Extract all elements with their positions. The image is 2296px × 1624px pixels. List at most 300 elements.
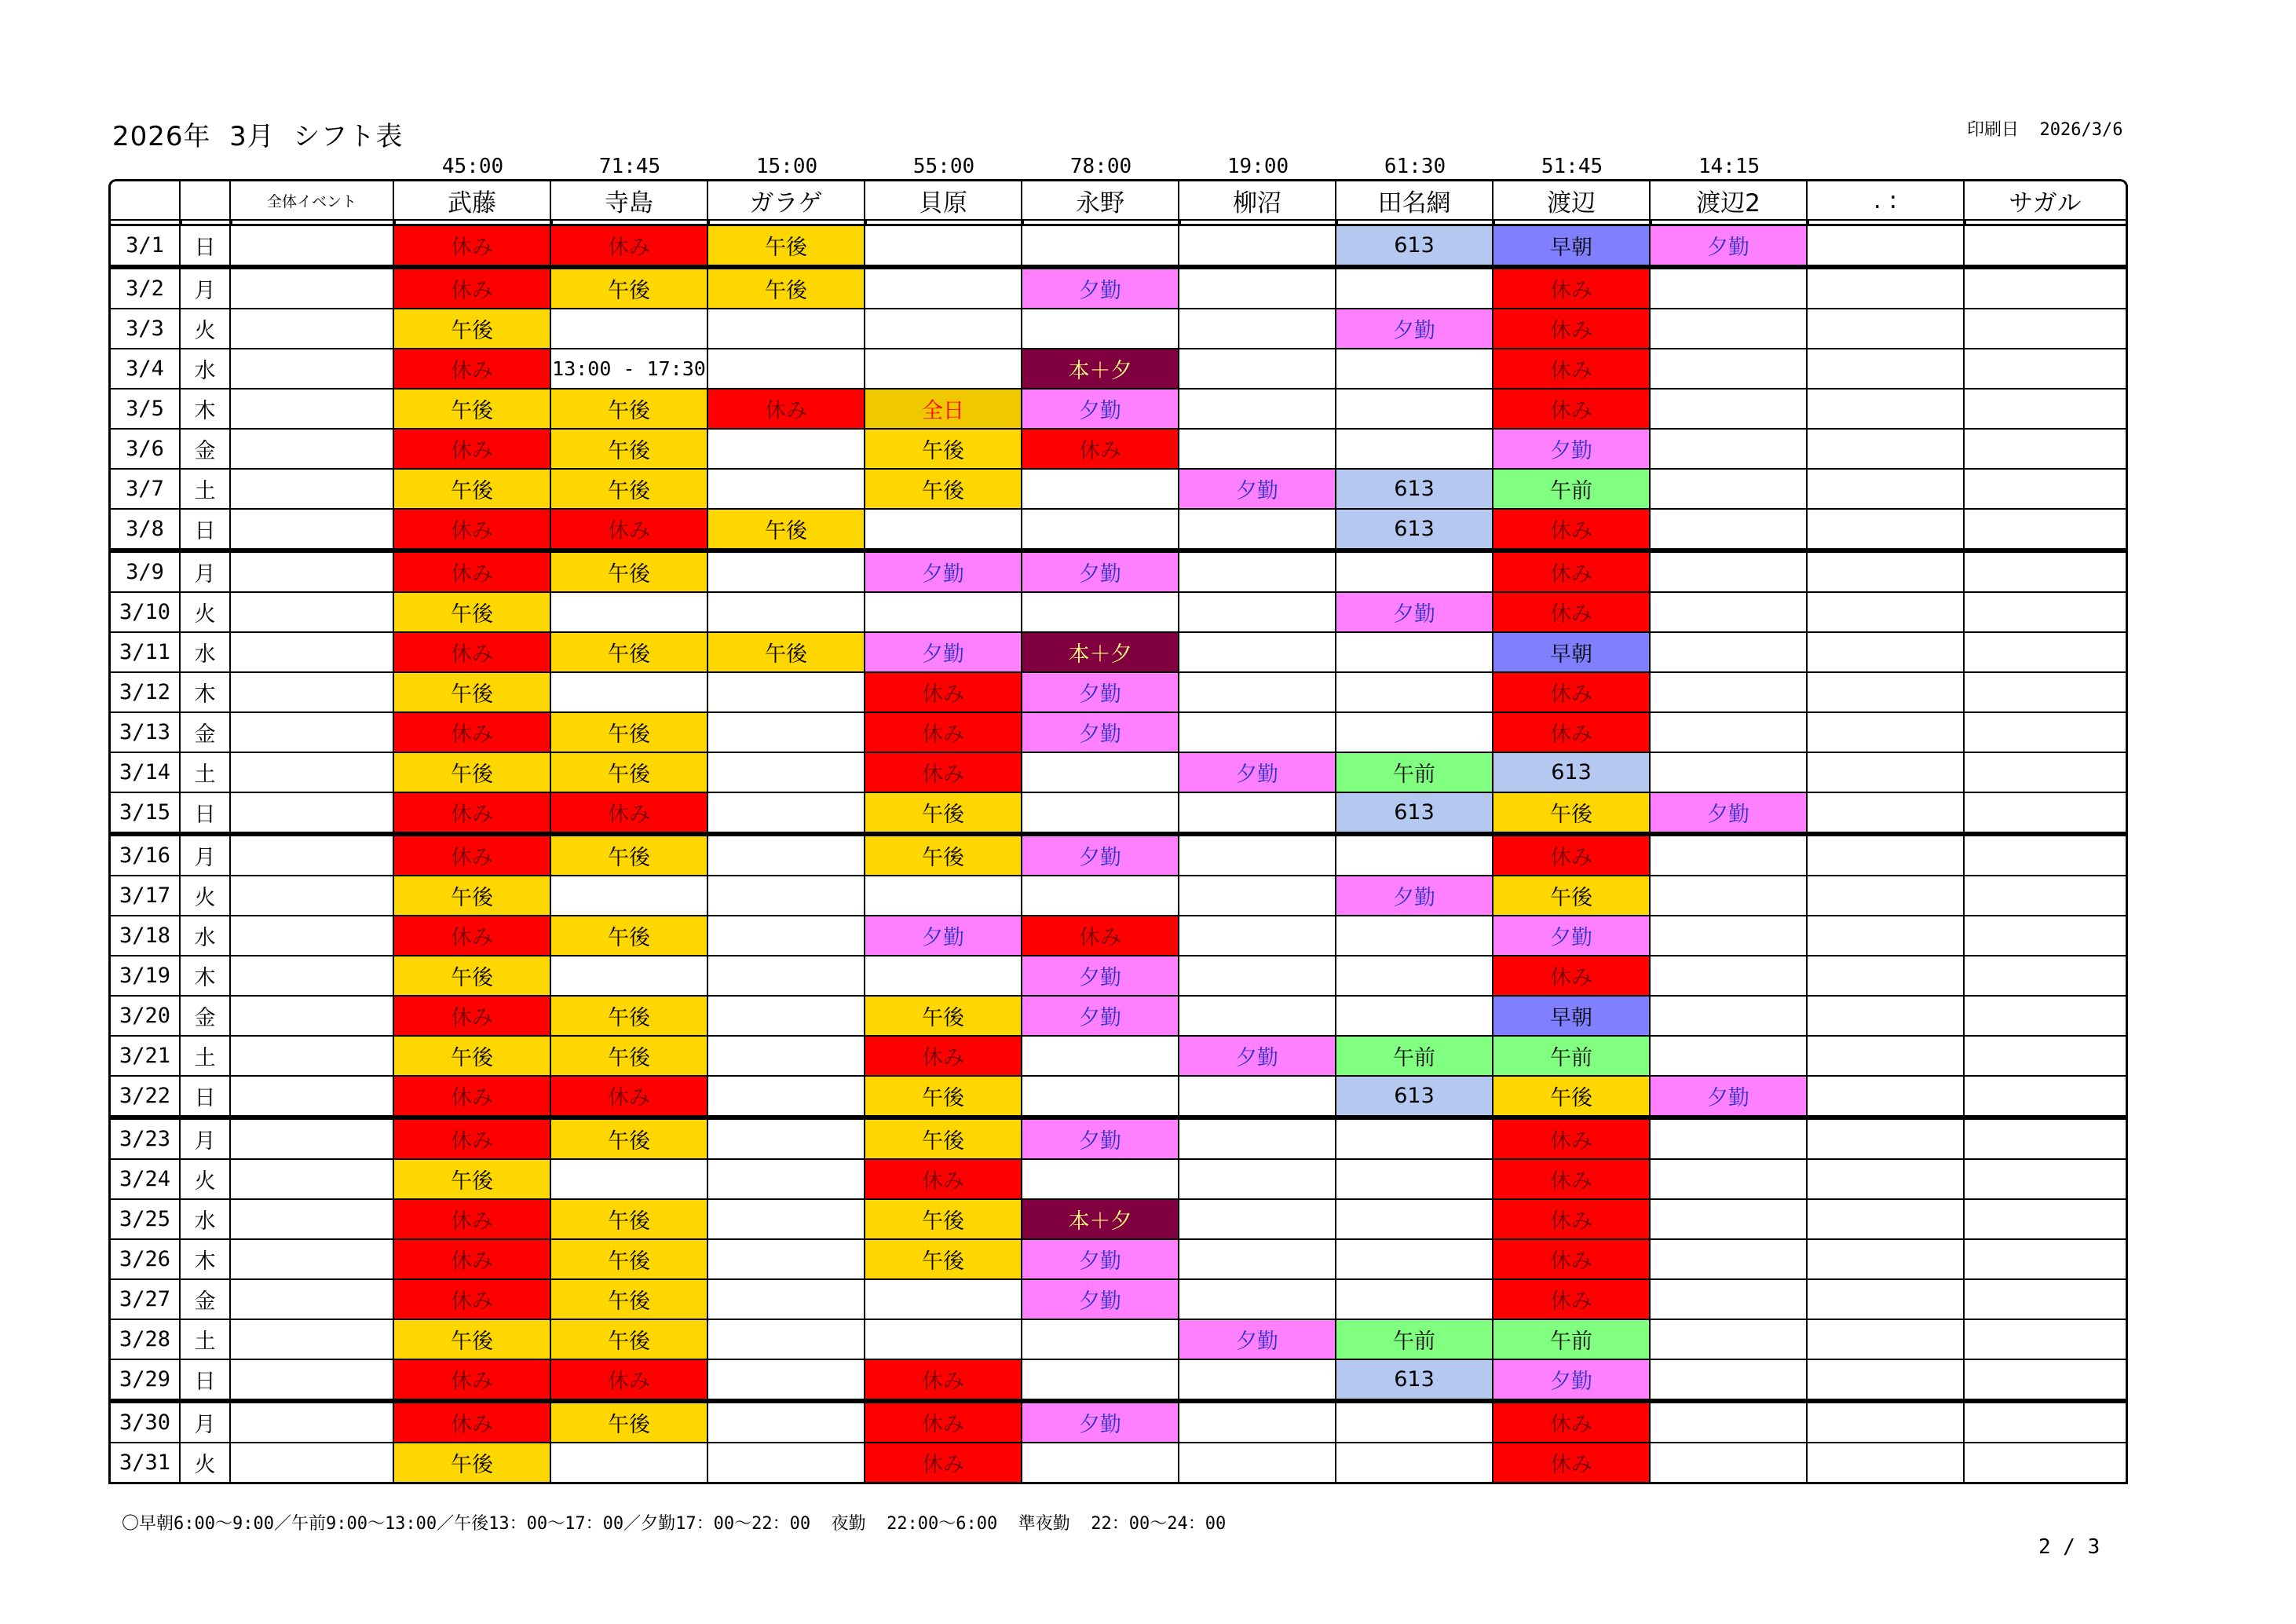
shift-cell[interactable]: 休み xyxy=(1493,1443,1651,1484)
shift-cell[interactable] xyxy=(708,673,865,713)
shift-cell[interactable]: 休み xyxy=(708,390,865,430)
shift-cell[interactable] xyxy=(1179,1280,1336,1320)
shift-cell[interactable]: 休み xyxy=(394,633,551,673)
shift-cell[interactable] xyxy=(1651,916,1808,956)
shift-cell[interactable] xyxy=(1022,593,1179,633)
shift-cell[interactable] xyxy=(708,470,865,510)
shift-cell[interactable]: 午前 xyxy=(1336,753,1493,793)
shift-cell[interactable] xyxy=(1808,269,1965,309)
shift-cell[interactable] xyxy=(1336,673,1493,713)
shift-cell[interactable] xyxy=(1179,1240,1336,1280)
shift-cell[interactable] xyxy=(1179,1120,1336,1160)
shift-cell[interactable]: 夕勤 xyxy=(865,633,1022,673)
shift-cell[interactable]: 休み xyxy=(1493,349,1651,390)
shift-cell[interactable] xyxy=(1336,1160,1493,1200)
shift-cell[interactable] xyxy=(1179,349,1336,390)
shift-cell[interactable] xyxy=(1965,553,2128,593)
shift-cell[interactable] xyxy=(1336,836,1493,876)
shift-cell[interactable]: 午前 xyxy=(1493,470,1651,510)
shift-cell[interactable] xyxy=(1651,753,1808,793)
shift-cell[interactable] xyxy=(1651,593,1808,633)
shift-cell[interactable] xyxy=(1965,1320,2128,1360)
shift-cell[interactable] xyxy=(1651,836,1808,876)
shift-cell[interactable]: 夕勤 xyxy=(1179,1037,1336,1077)
shift-cell[interactable]: 休み xyxy=(394,916,551,956)
shift-cell[interactable]: 午前 xyxy=(1336,1037,1493,1077)
shift-cell[interactable] xyxy=(1965,876,2128,916)
shift-cell[interactable] xyxy=(1336,1280,1493,1320)
shift-cell[interactable]: 休み xyxy=(1493,956,1651,997)
shift-cell[interactable]: 午後 xyxy=(394,876,551,916)
shift-cell[interactable] xyxy=(1651,309,1808,349)
shift-cell[interactable] xyxy=(1179,224,1336,269)
shift-cell[interactable] xyxy=(1965,1280,2128,1320)
shift-cell[interactable]: 休み xyxy=(1493,1280,1651,1320)
shift-cell[interactable]: 休み xyxy=(865,1403,1022,1443)
shift-cell[interactable]: 休み xyxy=(1493,510,1651,553)
shift-cell[interactable]: 全日 xyxy=(865,390,1022,430)
shift-cell[interactable] xyxy=(1965,470,2128,510)
shift-cell[interactable]: 午後 xyxy=(551,553,708,593)
shift-cell[interactable] xyxy=(1808,793,1965,836)
shift-cell[interactable] xyxy=(708,997,865,1037)
event-cell[interactable] xyxy=(231,349,394,390)
shift-cell[interactable] xyxy=(1808,430,1965,470)
shift-cell[interactable] xyxy=(865,1280,1022,1320)
shift-cell[interactable] xyxy=(1651,349,1808,390)
shift-cell[interactable]: 午後 xyxy=(394,1160,551,1200)
shift-cell[interactable] xyxy=(1965,1077,2128,1120)
shift-cell[interactable] xyxy=(708,553,865,593)
shift-cell[interactable] xyxy=(708,1240,865,1280)
shift-cell[interactable]: 休み xyxy=(394,1200,551,1240)
shift-cell[interactable] xyxy=(1808,916,1965,956)
shift-cell[interactable]: 休み xyxy=(394,1403,551,1443)
shift-cell[interactable] xyxy=(708,753,865,793)
event-cell[interactable] xyxy=(231,633,394,673)
shift-cell[interactable]: 夕勤 xyxy=(1336,876,1493,916)
shift-cell[interactable] xyxy=(1651,1200,1808,1240)
shift-cell[interactable] xyxy=(708,1200,865,1240)
shift-cell[interactable]: 夕勤 xyxy=(865,553,1022,593)
shift-cell[interactable] xyxy=(1651,997,1808,1037)
shift-cell[interactable]: 夕勤 xyxy=(1179,1320,1336,1360)
shift-cell[interactable]: 休み xyxy=(394,349,551,390)
shift-cell[interactable]: 613 xyxy=(1336,793,1493,836)
shift-cell[interactable] xyxy=(1651,1240,1808,1280)
shift-cell[interactable]: 613 xyxy=(1336,224,1493,269)
shift-cell[interactable] xyxy=(1651,510,1808,553)
shift-cell[interactable] xyxy=(1965,1120,2128,1160)
shift-cell[interactable] xyxy=(1808,224,1965,269)
shift-cell[interactable] xyxy=(708,876,865,916)
shift-cell[interactable] xyxy=(551,1443,708,1484)
shift-cell[interactable] xyxy=(551,876,708,916)
shift-cell[interactable] xyxy=(1179,553,1336,593)
shift-cell[interactable] xyxy=(1965,633,2128,673)
shift-cell[interactable]: 夕勤 xyxy=(1022,836,1179,876)
shift-cell[interactable] xyxy=(1808,1360,1965,1403)
shift-cell[interactable] xyxy=(551,593,708,633)
shift-cell[interactable] xyxy=(1179,956,1336,997)
shift-cell[interactable] xyxy=(1336,430,1493,470)
shift-cell[interactable]: 13:00 - 17:30 xyxy=(551,349,708,390)
shift-cell[interactable]: 613 xyxy=(1336,510,1493,553)
shift-cell[interactable]: 夕勤 xyxy=(1022,390,1179,430)
event-cell[interactable] xyxy=(231,1200,394,1240)
shift-cell[interactable] xyxy=(1336,390,1493,430)
shift-cell[interactable]: 午後 xyxy=(865,793,1022,836)
event-cell[interactable] xyxy=(231,510,394,553)
shift-cell[interactable]: 本＋夕 xyxy=(1022,1200,1179,1240)
shift-cell[interactable] xyxy=(1336,1120,1493,1160)
event-cell[interactable] xyxy=(231,1443,394,1484)
event-cell[interactable] xyxy=(231,916,394,956)
shift-cell[interactable] xyxy=(1179,269,1336,309)
shift-cell[interactable]: 休み xyxy=(865,753,1022,793)
shift-cell[interactable] xyxy=(1808,1240,1965,1280)
event-cell[interactable] xyxy=(231,224,394,269)
shift-cell[interactable]: 午後 xyxy=(394,1443,551,1484)
shift-cell[interactable] xyxy=(1808,390,1965,430)
shift-cell[interactable]: 休み xyxy=(394,553,551,593)
event-cell[interactable] xyxy=(231,430,394,470)
shift-cell[interactable] xyxy=(1651,1160,1808,1200)
shift-cell[interactable]: 休み xyxy=(394,1240,551,1280)
shift-cell[interactable]: 休み xyxy=(1493,1120,1651,1160)
shift-cell[interactable]: 休み xyxy=(1493,1403,1651,1443)
shift-cell[interactable]: 午後 xyxy=(551,470,708,510)
shift-cell[interactable]: 休み xyxy=(394,997,551,1037)
shift-cell[interactable] xyxy=(1336,269,1493,309)
event-cell[interactable] xyxy=(231,793,394,836)
shift-cell[interactable] xyxy=(1179,1360,1336,1403)
shift-cell[interactable] xyxy=(708,309,865,349)
event-cell[interactable] xyxy=(231,1120,394,1160)
shift-cell[interactable] xyxy=(1965,309,2128,349)
shift-cell[interactable]: 夕勤 xyxy=(1651,793,1808,836)
shift-cell[interactable] xyxy=(708,1360,865,1403)
shift-cell[interactable]: 休み xyxy=(1022,430,1179,470)
shift-cell[interactable]: 休み xyxy=(394,1280,551,1320)
shift-cell[interactable]: 本＋夕 xyxy=(1022,633,1179,673)
shift-cell[interactable]: 休み xyxy=(865,713,1022,753)
shift-cell[interactable] xyxy=(1651,430,1808,470)
shift-cell[interactable]: 午後 xyxy=(865,997,1022,1037)
shift-cell[interactable]: 午後 xyxy=(1493,793,1651,836)
shift-cell[interactable]: 休み xyxy=(551,1077,708,1120)
shift-cell[interactable] xyxy=(1022,224,1179,269)
shift-cell[interactable] xyxy=(708,1280,865,1320)
shift-cell[interactable] xyxy=(1336,1200,1493,1240)
shift-cell[interactable] xyxy=(1965,224,2128,269)
shift-cell[interactable]: 午後 xyxy=(394,470,551,510)
shift-cell[interactable] xyxy=(1808,1200,1965,1240)
shift-cell[interactable] xyxy=(865,224,1022,269)
shift-cell[interactable] xyxy=(1965,1403,2128,1443)
shift-cell[interactable] xyxy=(1179,1077,1336,1120)
shift-cell[interactable]: 午後 xyxy=(551,1037,708,1077)
shift-cell[interactable]: 午後 xyxy=(865,836,1022,876)
shift-cell[interactable] xyxy=(1808,1037,1965,1077)
shift-cell[interactable] xyxy=(865,956,1022,997)
shift-cell[interactable] xyxy=(1808,593,1965,633)
shift-cell[interactable]: 午前 xyxy=(1493,1320,1651,1360)
shift-cell[interactable]: 午後 xyxy=(865,1200,1022,1240)
shift-cell[interactable] xyxy=(1022,1443,1179,1484)
shift-cell[interactable] xyxy=(1965,916,2128,956)
shift-cell[interactable] xyxy=(1808,956,1965,997)
shift-cell[interactable] xyxy=(1022,753,1179,793)
shift-cell[interactable] xyxy=(1808,1120,1965,1160)
shift-cell[interactable]: 午後 xyxy=(551,836,708,876)
shift-cell[interactable]: 午後 xyxy=(394,1037,551,1077)
shift-cell[interactable] xyxy=(708,793,865,836)
event-cell[interactable] xyxy=(231,876,394,916)
shift-cell[interactable]: 午後 xyxy=(1493,876,1651,916)
shift-cell[interactable]: 休み xyxy=(1493,269,1651,309)
shift-cell[interactable]: 休み xyxy=(394,1077,551,1120)
shift-cell[interactable]: 休み xyxy=(1493,309,1651,349)
shift-cell[interactable] xyxy=(1965,1360,2128,1403)
shift-cell[interactable]: 午後 xyxy=(1493,1077,1651,1120)
shift-cell[interactable]: 午後 xyxy=(394,956,551,997)
shift-cell[interactable]: 夕勤 xyxy=(1179,470,1336,510)
shift-cell[interactable]: 休み xyxy=(1493,1240,1651,1280)
shift-cell[interactable]: 休み xyxy=(394,269,551,309)
event-cell[interactable] xyxy=(231,553,394,593)
shift-cell[interactable] xyxy=(1808,997,1965,1037)
event-cell[interactable] xyxy=(231,956,394,997)
shift-cell[interactable]: 午前 xyxy=(1336,1320,1493,1360)
shift-cell[interactable]: 夕勤 xyxy=(1022,1240,1179,1280)
shift-cell[interactable] xyxy=(1651,1443,1808,1484)
shift-cell[interactable] xyxy=(1651,1280,1808,1320)
event-cell[interactable] xyxy=(231,1037,394,1077)
shift-cell[interactable] xyxy=(1179,1403,1336,1443)
event-cell[interactable] xyxy=(231,997,394,1037)
shift-cell[interactable]: 休み xyxy=(1493,593,1651,633)
shift-cell[interactable]: 夕勤 xyxy=(1022,997,1179,1037)
shift-cell[interactable]: 休み xyxy=(865,1360,1022,1403)
shift-cell[interactable]: 613 xyxy=(1336,1360,1493,1403)
shift-cell[interactable]: 夕勤 xyxy=(1022,269,1179,309)
shift-cell[interactable]: 休み xyxy=(1022,916,1179,956)
shift-cell[interactable]: 休み xyxy=(394,713,551,753)
shift-cell[interactable] xyxy=(1179,713,1336,753)
shift-cell[interactable]: 休み xyxy=(865,1160,1022,1200)
shift-cell[interactable] xyxy=(1965,956,2128,997)
shift-cell[interactable]: 休み xyxy=(551,510,708,553)
shift-cell[interactable] xyxy=(1965,836,2128,876)
shift-cell[interactable]: 早朝 xyxy=(1493,224,1651,269)
shift-cell[interactable]: 夕勤 xyxy=(1336,593,1493,633)
shift-cell[interactable]: 午後 xyxy=(394,673,551,713)
shift-cell[interactable]: 午後 xyxy=(865,470,1022,510)
shift-cell[interactable]: 夕勤 xyxy=(1022,553,1179,593)
shift-cell[interactable] xyxy=(865,309,1022,349)
shift-cell[interactable] xyxy=(708,916,865,956)
shift-cell[interactable]: 休み xyxy=(551,1360,708,1403)
shift-cell[interactable] xyxy=(1022,309,1179,349)
shift-cell[interactable] xyxy=(1965,1160,2128,1200)
shift-cell[interactable] xyxy=(1808,510,1965,553)
event-cell[interactable] xyxy=(231,753,394,793)
shift-cell[interactable]: 午後 xyxy=(551,713,708,753)
shift-cell[interactable] xyxy=(1336,713,1493,753)
shift-cell[interactable] xyxy=(1336,349,1493,390)
shift-cell[interactable]: 午後 xyxy=(394,309,551,349)
shift-cell[interactable]: 休み xyxy=(394,430,551,470)
shift-cell[interactable] xyxy=(708,1443,865,1484)
shift-cell[interactable]: 夕勤 xyxy=(1493,430,1651,470)
shift-cell[interactable] xyxy=(708,349,865,390)
shift-cell[interactable]: 午後 xyxy=(551,916,708,956)
shift-cell[interactable]: 午後 xyxy=(551,390,708,430)
shift-cell[interactable] xyxy=(1022,1160,1179,1200)
shift-cell[interactable]: 夕勤 xyxy=(1336,309,1493,349)
shift-cell[interactable] xyxy=(1965,269,2128,309)
shift-cell[interactable]: 休み xyxy=(865,673,1022,713)
shift-cell[interactable] xyxy=(1022,1077,1179,1120)
shift-cell[interactable] xyxy=(1651,1403,1808,1443)
shift-cell[interactable] xyxy=(865,876,1022,916)
shift-cell[interactable] xyxy=(1179,390,1336,430)
shift-cell[interactable]: 休み xyxy=(394,510,551,553)
shift-cell[interactable] xyxy=(1651,1120,1808,1160)
shift-cell[interactable] xyxy=(1651,1037,1808,1077)
shift-cell[interactable] xyxy=(1336,1443,1493,1484)
shift-cell[interactable] xyxy=(551,309,708,349)
shift-cell[interactable] xyxy=(1651,269,1808,309)
shift-cell[interactable] xyxy=(551,673,708,713)
shift-cell[interactable]: 夕勤 xyxy=(1022,1403,1179,1443)
shift-cell[interactable] xyxy=(1965,753,2128,793)
shift-cell[interactable]: 午後 xyxy=(865,1077,1022,1120)
shift-cell[interactable]: 夕勤 xyxy=(1651,1077,1808,1120)
shift-cell[interactable] xyxy=(1022,876,1179,916)
shift-cell[interactable]: 午後 xyxy=(551,1320,708,1360)
shift-cell[interactable]: 午後 xyxy=(394,390,551,430)
shift-cell[interactable] xyxy=(1808,673,1965,713)
shift-cell[interactable] xyxy=(1965,1443,2128,1484)
shift-cell[interactable] xyxy=(1965,430,2128,470)
shift-cell[interactable]: 午後 xyxy=(708,633,865,673)
shift-cell[interactable] xyxy=(1808,1443,1965,1484)
shift-cell[interactable]: 午後 xyxy=(551,1403,708,1443)
shift-cell[interactable]: 夕勤 xyxy=(1022,1280,1179,1320)
shift-cell[interactable]: 休み xyxy=(1493,553,1651,593)
shift-cell[interactable] xyxy=(1808,753,1965,793)
shift-cell[interactable] xyxy=(1179,510,1336,553)
shift-cell[interactable] xyxy=(1179,793,1336,836)
shift-cell[interactable] xyxy=(551,956,708,997)
event-cell[interactable] xyxy=(231,1160,394,1200)
shift-cell[interactable]: 午後 xyxy=(708,510,865,553)
event-cell[interactable] xyxy=(231,713,394,753)
shift-cell[interactable]: 午後 xyxy=(551,1240,708,1280)
shift-cell[interactable] xyxy=(1336,916,1493,956)
shift-cell[interactable] xyxy=(708,956,865,997)
shift-cell[interactable] xyxy=(708,1403,865,1443)
shift-cell[interactable] xyxy=(1965,673,2128,713)
shift-cell[interactable] xyxy=(1022,793,1179,836)
shift-cell[interactable] xyxy=(1179,997,1336,1037)
shift-cell[interactable] xyxy=(708,593,865,633)
shift-cell[interactable] xyxy=(1965,593,2128,633)
shift-cell[interactable]: 午後 xyxy=(551,997,708,1037)
shift-cell[interactable]: 午後 xyxy=(708,224,865,269)
event-cell[interactable] xyxy=(231,1280,394,1320)
shift-cell[interactable]: 夕勤 xyxy=(865,916,1022,956)
shift-cell[interactable] xyxy=(1179,916,1336,956)
shift-cell[interactable]: 休み xyxy=(1493,390,1651,430)
shift-cell[interactable] xyxy=(1965,1037,2128,1077)
shift-cell[interactable]: 午後 xyxy=(394,753,551,793)
shift-cell[interactable] xyxy=(1808,1160,1965,1200)
shift-cell[interactable]: 休み xyxy=(394,1120,551,1160)
shift-cell[interactable]: 午後 xyxy=(551,1120,708,1160)
shift-cell[interactable] xyxy=(708,836,865,876)
event-cell[interactable] xyxy=(231,836,394,876)
shift-cell[interactable]: 613 xyxy=(1336,1077,1493,1120)
shift-cell[interactable]: 午前 xyxy=(1493,1037,1651,1077)
shift-cell[interactable] xyxy=(1651,713,1808,753)
shift-cell[interactable] xyxy=(1022,510,1179,553)
shift-cell[interactable] xyxy=(1965,713,2128,753)
shift-cell[interactable] xyxy=(1179,430,1336,470)
shift-cell[interactable]: 午後 xyxy=(551,430,708,470)
shift-cell[interactable] xyxy=(1022,1037,1179,1077)
shift-cell[interactable] xyxy=(1336,553,1493,593)
shift-cell[interactable]: 613 xyxy=(1493,753,1651,793)
shift-cell[interactable] xyxy=(708,1120,865,1160)
shift-cell[interactable] xyxy=(708,1077,865,1120)
shift-cell[interactable]: 休み xyxy=(394,836,551,876)
event-cell[interactable] xyxy=(231,269,394,309)
shift-cell[interactable] xyxy=(1336,956,1493,997)
shift-cell[interactable]: 早朝 xyxy=(1493,997,1651,1037)
shift-cell[interactable]: 休み xyxy=(865,1443,1022,1484)
shift-cell[interactable]: 夕勤 xyxy=(1022,713,1179,753)
shift-cell[interactable] xyxy=(1179,876,1336,916)
shift-cell[interactable] xyxy=(708,1160,865,1200)
shift-cell[interactable] xyxy=(1651,1320,1808,1360)
shift-cell[interactable] xyxy=(1965,997,2128,1037)
shift-cell[interactable] xyxy=(708,713,865,753)
shift-cell[interactable] xyxy=(1179,1200,1336,1240)
shift-cell[interactable] xyxy=(1965,510,2128,553)
shift-cell[interactable] xyxy=(1808,633,1965,673)
shift-cell[interactable] xyxy=(1651,470,1808,510)
shift-cell[interactable]: 午後 xyxy=(551,633,708,673)
shift-cell[interactable] xyxy=(1808,349,1965,390)
shift-cell[interactable]: 休み xyxy=(1493,1160,1651,1200)
shift-cell[interactable] xyxy=(1336,1240,1493,1280)
shift-cell[interactable] xyxy=(1179,309,1336,349)
shift-cell[interactable] xyxy=(708,1320,865,1360)
shift-cell[interactable] xyxy=(708,430,865,470)
event-cell[interactable] xyxy=(231,470,394,510)
shift-cell[interactable] xyxy=(1336,997,1493,1037)
event-cell[interactable] xyxy=(231,1403,394,1443)
shift-cell[interactable]: 午後 xyxy=(865,1120,1022,1160)
shift-cell[interactable]: 午後 xyxy=(551,269,708,309)
shift-cell[interactable] xyxy=(1808,553,1965,593)
shift-cell[interactable] xyxy=(1965,390,2128,430)
shift-cell[interactable] xyxy=(1651,1360,1808,1403)
shift-cell[interactable] xyxy=(1179,836,1336,876)
